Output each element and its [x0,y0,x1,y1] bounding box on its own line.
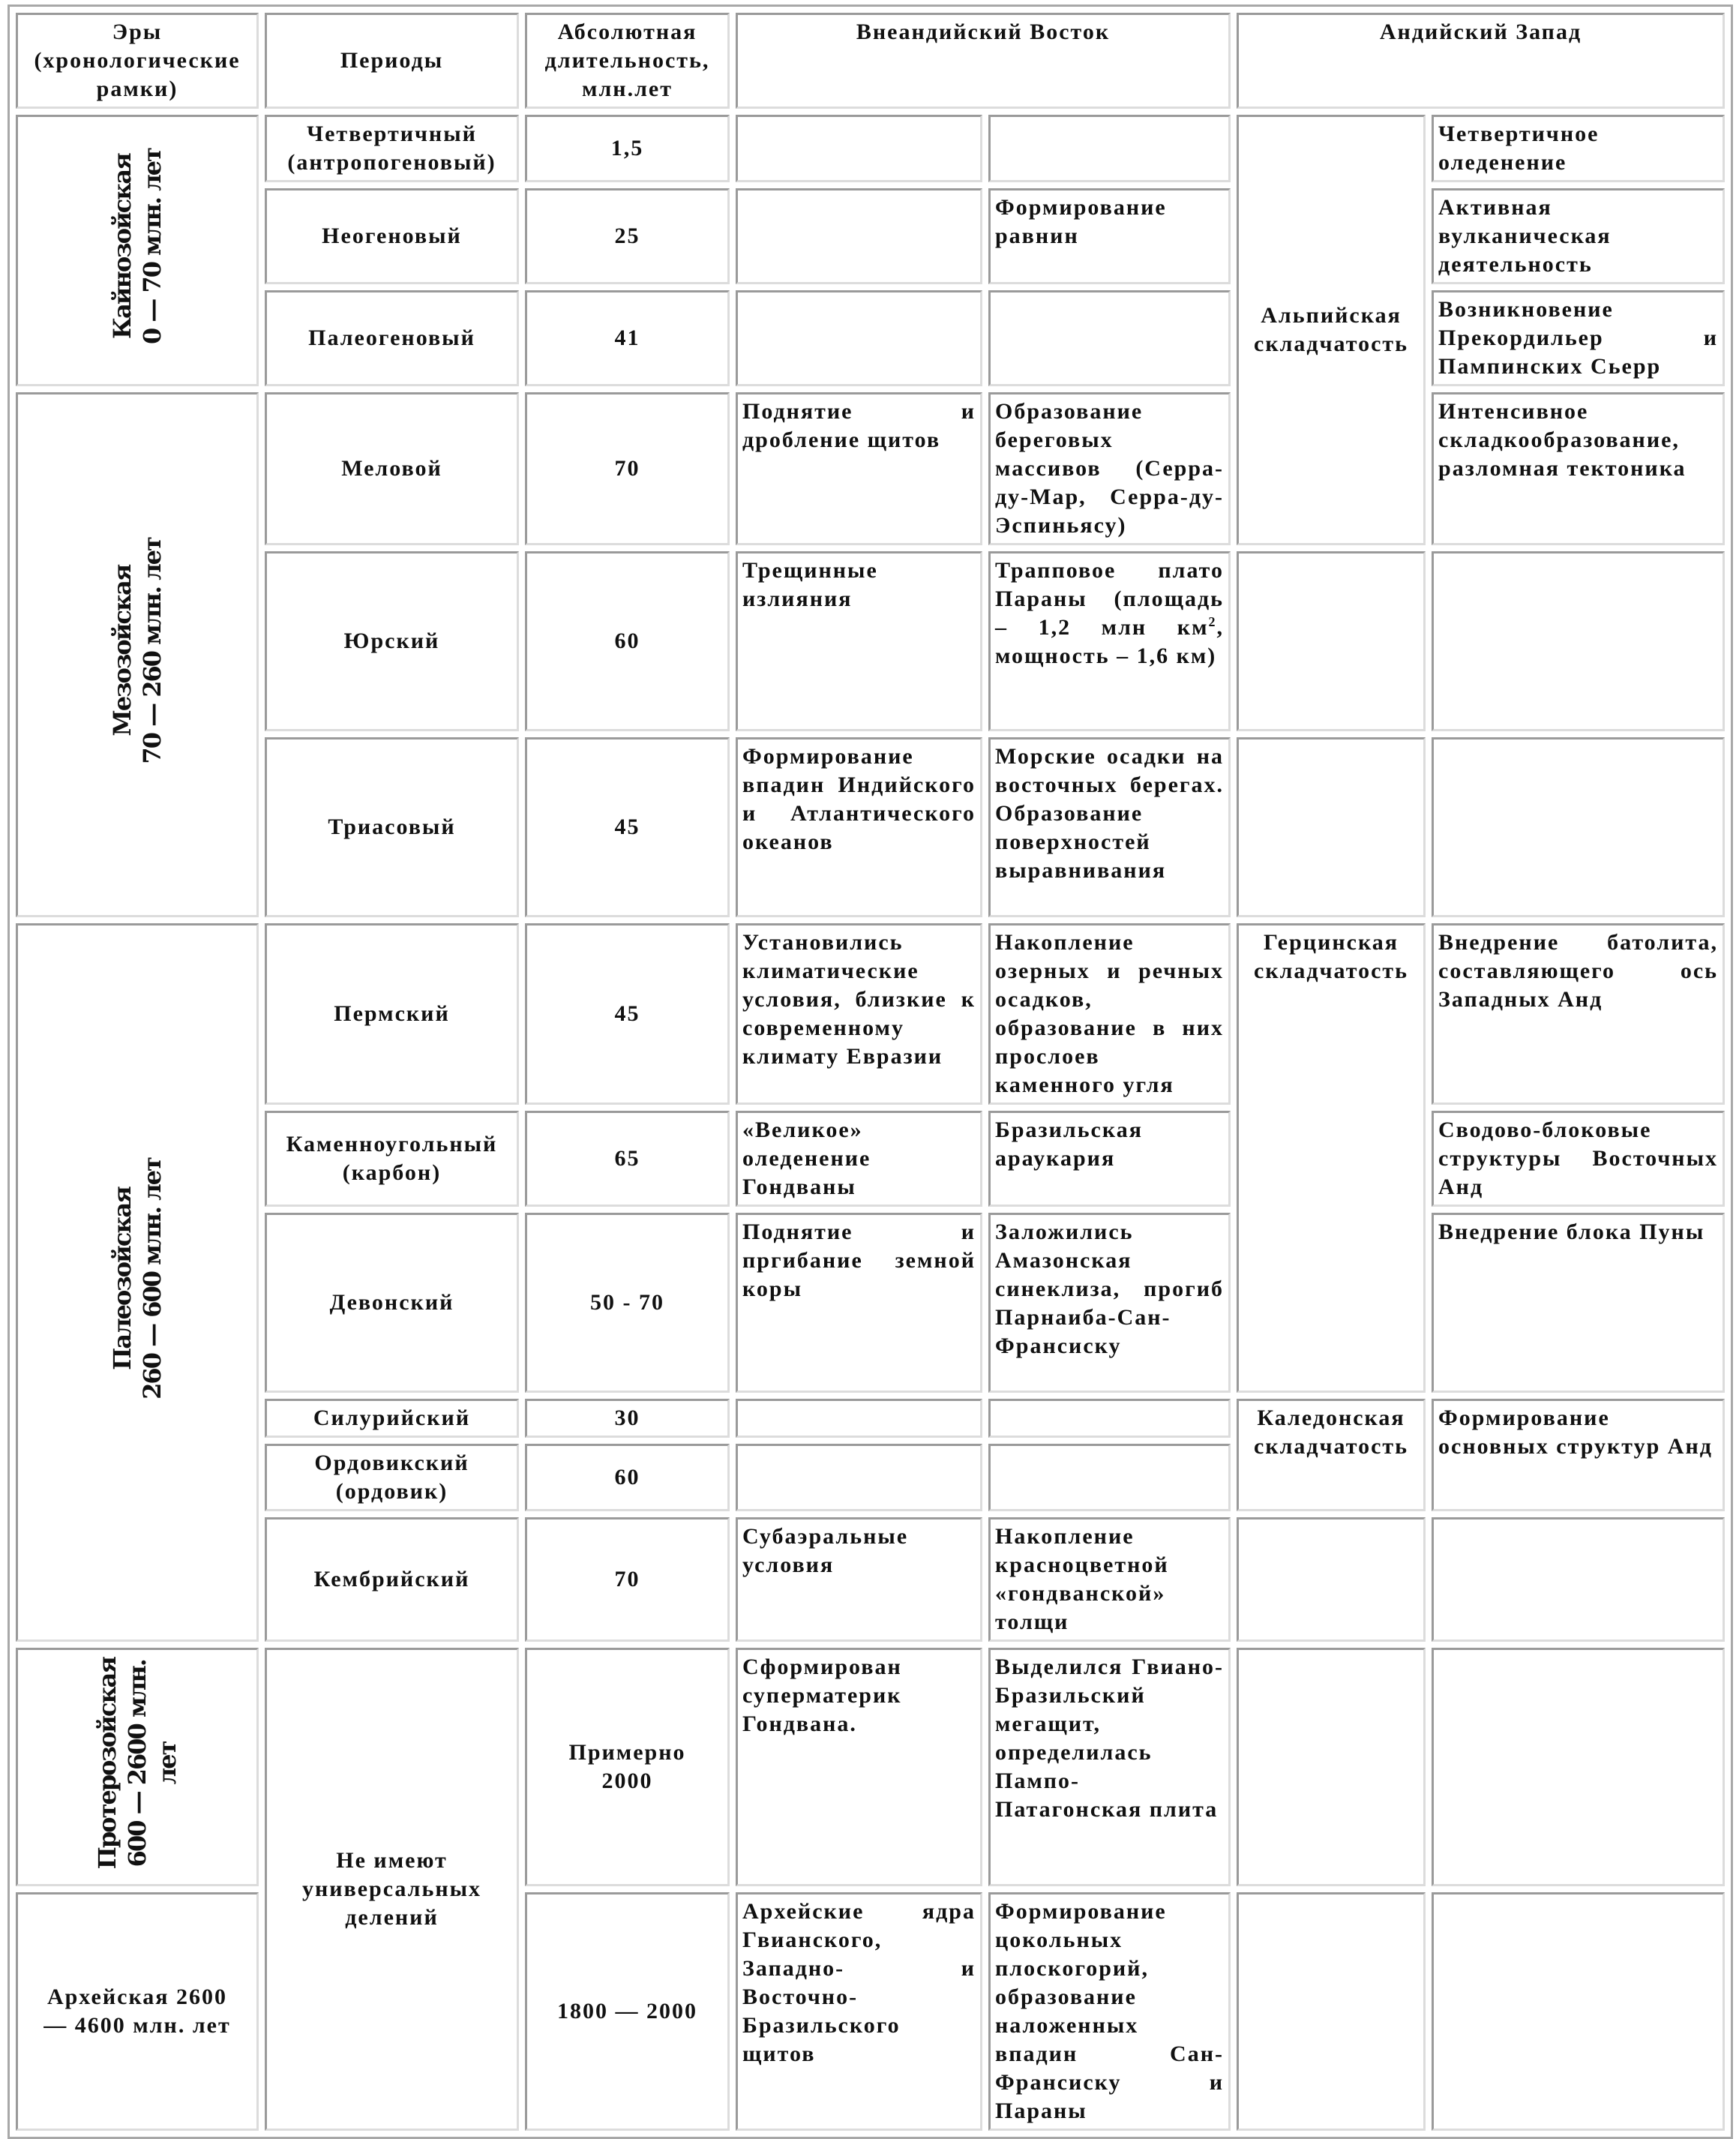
header-eras: Эры (хронологические рамки) [16,13,259,109]
era-paleozoic: Палеозойская 260 — 600 млн. лет [16,923,259,1642]
table-row [16,1213,1725,1393]
period-cell: Четвертичный (антропогеновый) [265,115,519,182]
east-cell: Морские осадки на восточных берегах. Образование поверхностей выравнивания [988,737,1231,917]
duration-cell: 41 [525,290,730,386]
era-cenozoic: Кайнозойская 0 — 70 млн. лет [16,115,259,386]
duration-cell: 45 [525,923,730,1105]
table-row [16,1399,1725,1438]
period-cell: Неогеновый [265,188,519,284]
period-cell: Девонский [265,1213,519,1393]
hercynian-folding-cell: Герцинская складчатость [1237,923,1426,1393]
duration-cell: 50 - 70 [525,1213,730,1393]
table-row [16,115,1725,182]
duration-cell: 25 [525,188,730,284]
west-cell [1432,1892,1725,2131]
west-cell: Формирование основных структур Анд [1432,1399,1725,1511]
west-cell: Интенсивное складкообразование, разломная тектоника [1432,392,1725,545]
header-west: Андийский Запад [1237,13,1725,109]
table-row [16,290,1725,386]
header-row [16,13,1725,109]
table-row [16,551,1725,731]
duration-cell: 65 [525,1111,730,1207]
west-cell: Возникновение Прекордильер и Пампинских Сьерр [1432,290,1725,386]
period-cell: Меловой [265,392,519,545]
west-cell [1237,1648,1426,1886]
west-cell [1432,1517,1725,1642]
table-row [16,188,1725,284]
east-cell: Трещинные излияния [736,551,982,731]
east-cell [736,1399,982,1438]
east-cell: Выделился Гвиано-Бразильский мегащит, определилась Пампо-Патагонская плита [988,1648,1231,1886]
geochronology-table [7,4,1733,2139]
east-cell [988,1444,1231,1511]
east-cell: Формирование равнин [988,188,1231,284]
duration-cell: 60 [525,551,730,731]
east-cell [736,290,982,386]
east-cell: Установились климатические условия, близкие к современному климату Евразии [736,923,982,1105]
table-row [16,1648,1725,1886]
east-cell: Бразильская араукария [988,1111,1231,1207]
duration-cell: 45 [525,737,730,917]
period-cell: Палеогеновый [265,290,519,386]
table-row [16,1111,1725,1207]
west-cell: Активная вулканическая деятельность [1432,188,1725,284]
period-cell: Пермский [265,923,519,1105]
alpine-folding-cell: Альпийская складчатость [1237,115,1426,545]
west-cell [1432,737,1725,917]
west-cell [1237,1517,1426,1642]
duration-cell: 1800 — 2000 [525,1892,730,2131]
duration-cell: 30 [525,1399,730,1438]
east-cell [736,1444,982,1511]
era-archean: Архейская 2600 — 4600 млн. лет [16,1892,259,2131]
east-cell: Накопление озерных и речных осадков, образование в них прослоев каменного угля [988,923,1231,1105]
west-cell [1237,551,1426,731]
period-cell: Каменноугольный (карбон) [265,1111,519,1207]
east-cell: Формирование впадин Индийского и Атлантического океанов [736,737,982,917]
east-cell: Субаэральные условия [736,1517,982,1642]
east-cell [736,188,982,284]
duration-cell: 70 [525,392,730,545]
east-cell [736,115,982,182]
duration-cell: 1,5 [525,115,730,182]
table-row [16,1517,1725,1642]
caledonian-folding-cell: Каледонская складчатость [1237,1399,1426,1511]
east-cell [988,1399,1231,1438]
east-cell: Накопление красноцветной «гондванской» толщи [988,1517,1231,1642]
west-cell: Сводово-блоковые структуры Восточных Анд [1432,1111,1725,1207]
table-row [16,392,1725,545]
era-mesozoic: Мезозойская 70 — 260 млн. лет [16,392,259,917]
west-cell: Внедрение блока Пуны [1432,1213,1725,1393]
east-cell: Образование береговых массивов (Серра-ду-Мар, Серра-ду-Эспиньясу) [988,392,1231,545]
west-cell [1237,737,1426,917]
period-cell: Ордовикский (ордовик) [265,1444,519,1511]
east-cell: Трапповое плато Параны (площадь – 1,2 млн $км^2$, мощность – 1,6 км) [988,551,1231,731]
duration-cell: 60 [525,1444,730,1511]
header-periods: Периоды [265,13,519,109]
east-cell: «Великое» оледенение Гондваны [736,1111,982,1207]
header-duration: Абсолютная длительность, млн.лет [525,13,730,109]
period-cell: Кембрийский [265,1517,519,1642]
east-cell [988,115,1231,182]
east-cell: Поднятие и пргибание земной коры [736,1213,982,1393]
period-cell: Юрский [265,551,519,731]
period-cell: Не имеют универсальных делений [265,1648,519,2131]
duration-cell: 70 [525,1517,730,1642]
east-cell: Поднятие и дробление щитов [736,392,982,545]
east-cell: Заложились Амазонская синеклиза, прогиб Парнаиба-Сан-Франсиску [988,1213,1231,1393]
east-cell [988,290,1231,386]
table-row [16,737,1725,917]
east-cell: Архейские ядра Гвианского, Западно- и Восточно-Бразильского щитов [736,1892,982,2131]
duration-cell: Примерно 2000 [525,1648,730,1886]
west-cell: Внедрение батолита, составляющего ось Западных Анд [1432,923,1725,1105]
west-cell [1432,551,1725,731]
period-cell: Триасовый [265,737,519,917]
period-cell: Силурийский [265,1399,519,1438]
era-proterozoic: Протерозойская 600 — 2600 млн. лет [16,1648,259,1886]
west-cell: Четвертичное оледенение [1432,115,1725,182]
west-cell [1237,1892,1426,2131]
table-row [16,923,1725,1105]
east-cell: Сформирован суперматерик Гондвана. [736,1648,982,1886]
east-cell: Формирование цокольных плоскогорий, образование наложенных впадин Сан-Франсиску и Параны [988,1892,1231,2131]
west-cell [1432,1648,1725,1886]
header-east: Внеандийский Восток [736,13,1231,109]
